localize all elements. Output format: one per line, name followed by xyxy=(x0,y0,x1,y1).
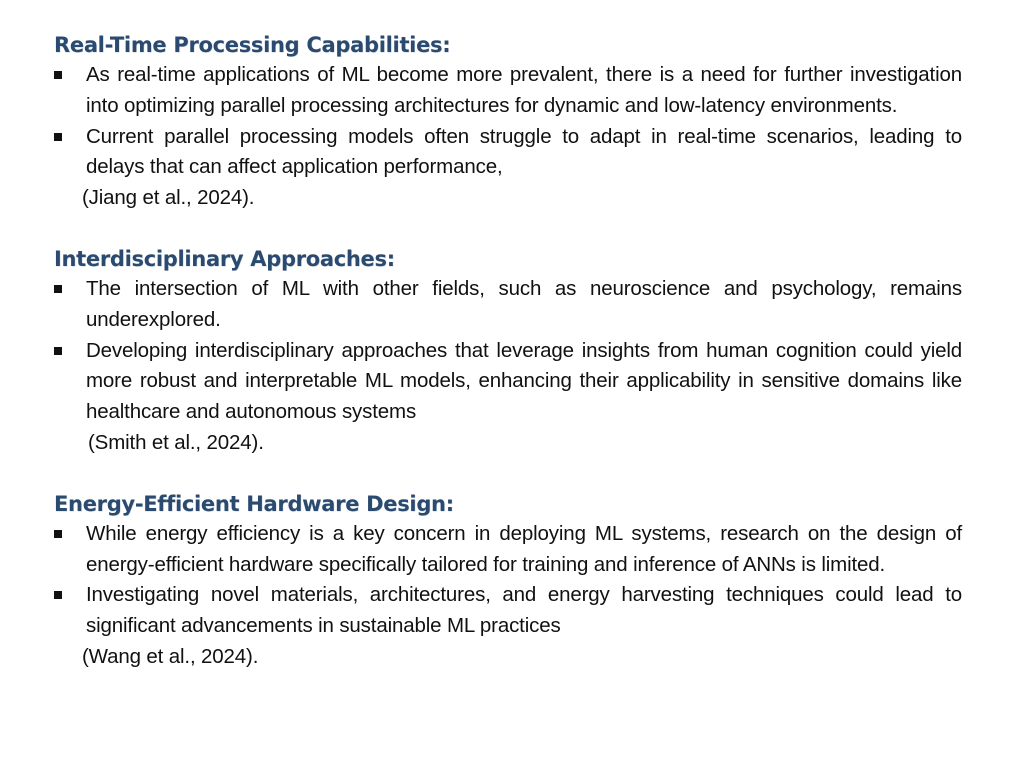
section-heading: Interdisciplinary Approaches: xyxy=(54,246,395,271)
citation: (Jiang et al., 2024). xyxy=(82,186,255,210)
bullet-list xyxy=(54,519,962,642)
section-energy-efficient-hardware xyxy=(54,489,962,673)
square-bullet-icon xyxy=(54,347,62,355)
section-interdisciplinary-approaches xyxy=(54,244,962,459)
bullet-text: The intersection of ML with other fields, such as neuroscience and psychology, remains underexplored. xyxy=(86,276,962,331)
bullet-item xyxy=(54,122,962,184)
bullet-item xyxy=(54,519,962,581)
bullet-list xyxy=(54,60,962,183)
section-heading: Energy-Efficient Hardware Design: xyxy=(54,491,454,516)
bullet-text: Investigating novel materials, architectures, and energy harvesting techniques could lead to significant advancements in sustainable ML practices xyxy=(86,583,962,638)
square-bullet-icon xyxy=(54,285,62,293)
bullet-text: While energy efficiency is a key concern in deploying ML systems, research on the design of energy-efficient hardware specifically tailored for training and inference of ANNs is limited. xyxy=(86,521,962,576)
square-bullet-icon xyxy=(54,530,62,538)
bullet-text: Developing interdisciplinary approaches that leverage insights from human cognition could yield more robust and interpretable ML models, enhancing their applicability in sensitive domains like healthcare and autonomous systems xyxy=(86,338,962,424)
bullet-text: As real-time applications of ML become more prevalent, there is a need for further investigation into optimizing parallel processing architectures for dynamic and low-latency environments. xyxy=(86,63,962,117)
slide-content xyxy=(54,30,962,673)
bullet-item xyxy=(54,60,962,122)
square-bullet-icon xyxy=(54,591,62,599)
section-real-time-processing xyxy=(54,30,962,214)
square-bullet-icon xyxy=(54,133,62,141)
bullet-item xyxy=(54,580,962,642)
citation: (Wang et al., 2024). xyxy=(82,644,259,668)
citation: (Smith et al., 2024). xyxy=(88,430,264,454)
bullet-item xyxy=(54,336,962,428)
bullet-text: Current parallel processing models often struggle to adapt in real-time scenarios, leading to delays that can affect application performance, xyxy=(86,124,962,179)
square-bullet-icon xyxy=(54,71,62,79)
section-heading: Real-Time Processing Capabilities: xyxy=(54,33,451,57)
bullet-item xyxy=(54,274,962,336)
bullet-list xyxy=(54,274,962,428)
